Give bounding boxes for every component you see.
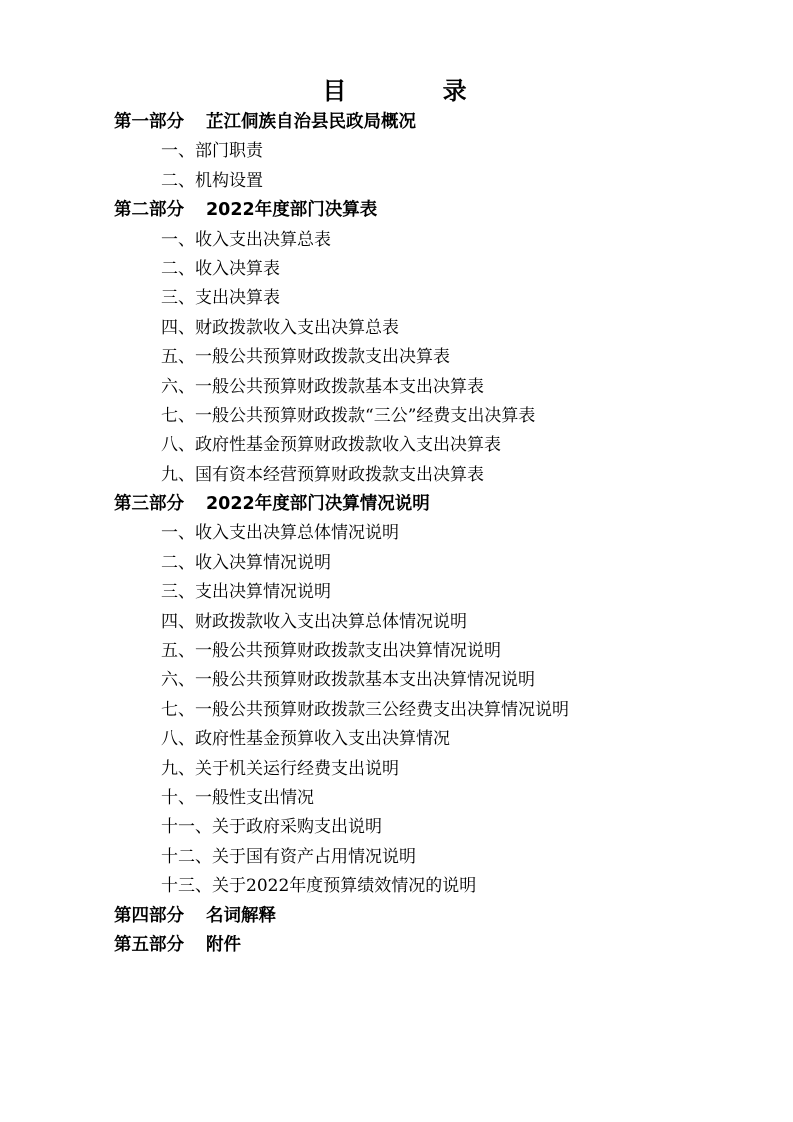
part-title: 名词解释	[206, 905, 276, 926]
part-title: 2022年度部门决算情况说明	[206, 494, 430, 515]
toc-item: 十、一般性支出情况	[161, 787, 314, 808]
part-number: 第五部分	[114, 934, 184, 955]
toc-item: 二、机构设置	[161, 170, 263, 191]
toc-part-heading	[114, 196, 774, 225]
part-number: 第三部分	[114, 494, 184, 515]
part-title: 芷江侗族自治县民政局概况	[206, 112, 416, 132]
toc-item: 十一、关于政府采购支出说明	[161, 817, 382, 838]
part-number: 第二部分	[114, 200, 184, 221]
toc-part-heading	[114, 490, 774, 519]
toc-item: 六、一般公共预算财政拨款基本支出决算情况说明	[161, 670, 535, 691]
toc-item: 四、财政拨款收入支出决算总表	[161, 317, 399, 338]
toc-part-heading	[114, 108, 774, 137]
toc-item: 二、收入决算表	[161, 258, 280, 279]
toc-item: 三、支出决算情况说明	[161, 582, 331, 603]
toc-item: 八、政府性基金预算财政拨款收入支出决算表	[161, 435, 501, 456]
toc-item: 十三、关于2022年度预算绩效情况的说明	[161, 876, 477, 897]
toc-item: 一、收入支出决算总表	[161, 229, 331, 250]
part-number: 第一部分	[114, 112, 184, 132]
toc-part-heading	[114, 902, 774, 931]
part-title: 附件	[206, 934, 241, 955]
toc-item: 一、收入支出决算总体情况说明	[161, 523, 399, 544]
toc-item: 一、部门职责	[161, 141, 263, 162]
toc-item: 九、国有资本经营预算财政拨款支出决算表	[161, 464, 484, 485]
part-title: 2022年度部门决算表	[206, 200, 378, 221]
toc-item: 二、收入决算情况说明	[161, 552, 331, 573]
toc-item: 十二、关于国有资产占用情况说明	[161, 846, 416, 867]
toc-item: 七、一般公共预算财政拨款“三公”经费支出决算表	[161, 405, 536, 426]
toc-part-heading	[114, 931, 774, 960]
toc-item: 六、一般公共预算财政拨款基本支出决算表	[161, 376, 484, 397]
toc-title: 目 录	[322, 77, 511, 105]
toc-item: 三、支出决算表	[161, 288, 280, 309]
toc-item: 八、政府性基金预算收入支出决算情况	[161, 729, 450, 750]
toc-item: 五、一般公共预算财政拨款支出决算表	[161, 347, 450, 368]
toc-item: 五、一般公共预算财政拨款支出决算情况说明	[161, 641, 501, 662]
toc-item: 九、关于机关运行经费支出说明	[161, 758, 399, 779]
toc-item: 四、财政拨款收入支出决算总体情况说明	[161, 611, 467, 632]
part-number: 第四部分	[114, 905, 184, 926]
table-of-contents	[114, 108, 774, 960]
toc-item: 七、一般公共预算财政拨款三公经费支出决算情况说明	[161, 699, 569, 720]
